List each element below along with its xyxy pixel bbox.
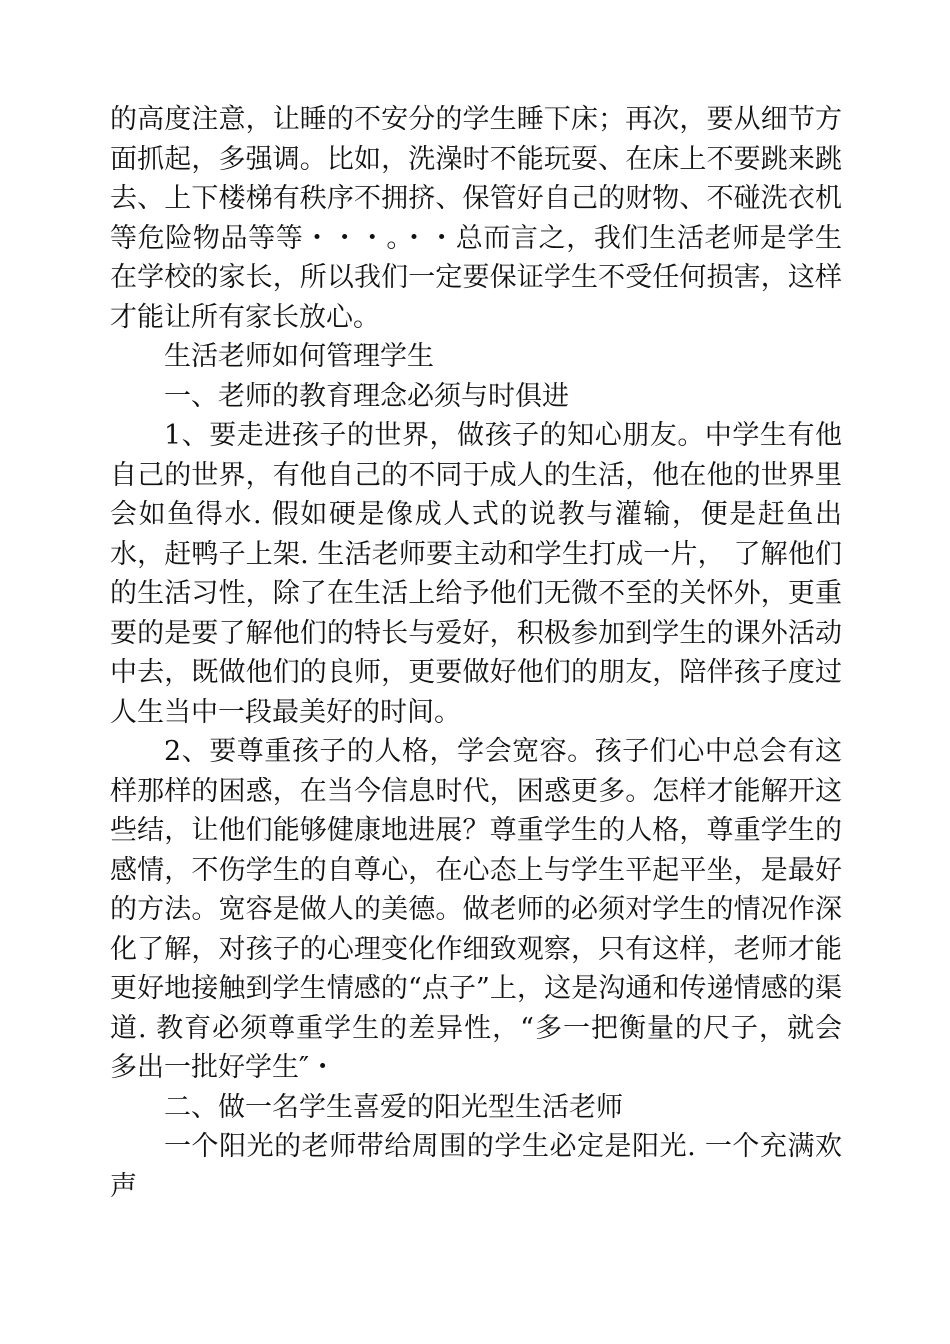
subsection-heading-1: 一、老师的教育理念必须与时俱进 [164, 380, 569, 412]
paragraph-point-1: 1、要走进孩子的世界，做孩子的知心朋友。中学生有他自己的世界，有他自己的不同于成人的生活，他在他的世界里会如鱼得水. 假如硬是像成人式的说教与灌输，便是赶鱼出水，赶鸭子上架. 生活老师要主动和学生打成一片， 了解他们的生活习性，除了在生活上给予他们无微不至的关怀外，更重要的是要了解他们的特长与爱好，积极参加到学生的课外活动中去，既做他们的良师，更要做好他们的朋友，陪伴孩子度过人生当中一段最美好的时间。 [110, 420, 842, 728]
subsection-heading-2: 二、做一名学生喜爱的阳光型生活老师 [164, 1091, 623, 1123]
document-body [110, 100, 842, 1206]
section-title: 生活老师如何管理学生 [164, 341, 434, 372]
paragraph-point-2: 2、要尊重孩子的人格，学会宽容。孩子们心中总会有这样那样的困惑，在当今信息时代，困惑更多。怎样才能解开这些结，让他们能够健康地进展？尊重学生的人格，尊重学生的感情，不伤学生的自尊心，在心态上与学生平起平坐，是最好的方法。宽容是做人的美德。做老师的必须对学生的情况作深化了解，对孩子的心理变化作细致观察，只有这样，老师才能更好地接触到学生情感的“点子”上，这是沟通和传递情感的渠道. 教育必须尊重学生的差异性，“多一把衡量的尺子，就会多出一批好学生″・ [110, 736, 842, 1083]
paragraph-continued: 的高度注意，让睡的不安分的学生睡下床；再次，要从细节方面抓起，多强调。比如，洗澡时不能玩耍、在床上不要跳来跳去、上下楼梯有秩序不拥挤、保管好自己的财物、不碰洗衣机等危险物品等等・・・。・・总而言之，我们生活老师是学生在学校的家长，所以我们一定要保证学生不受任何损害，这样才能让所有家长放心。 [110, 104, 842, 333]
paragraph-sunshine-teacher: 一个阳光的老师带给周围的学生必定是阳光. 一个充满欢声 [110, 1131, 842, 1202]
